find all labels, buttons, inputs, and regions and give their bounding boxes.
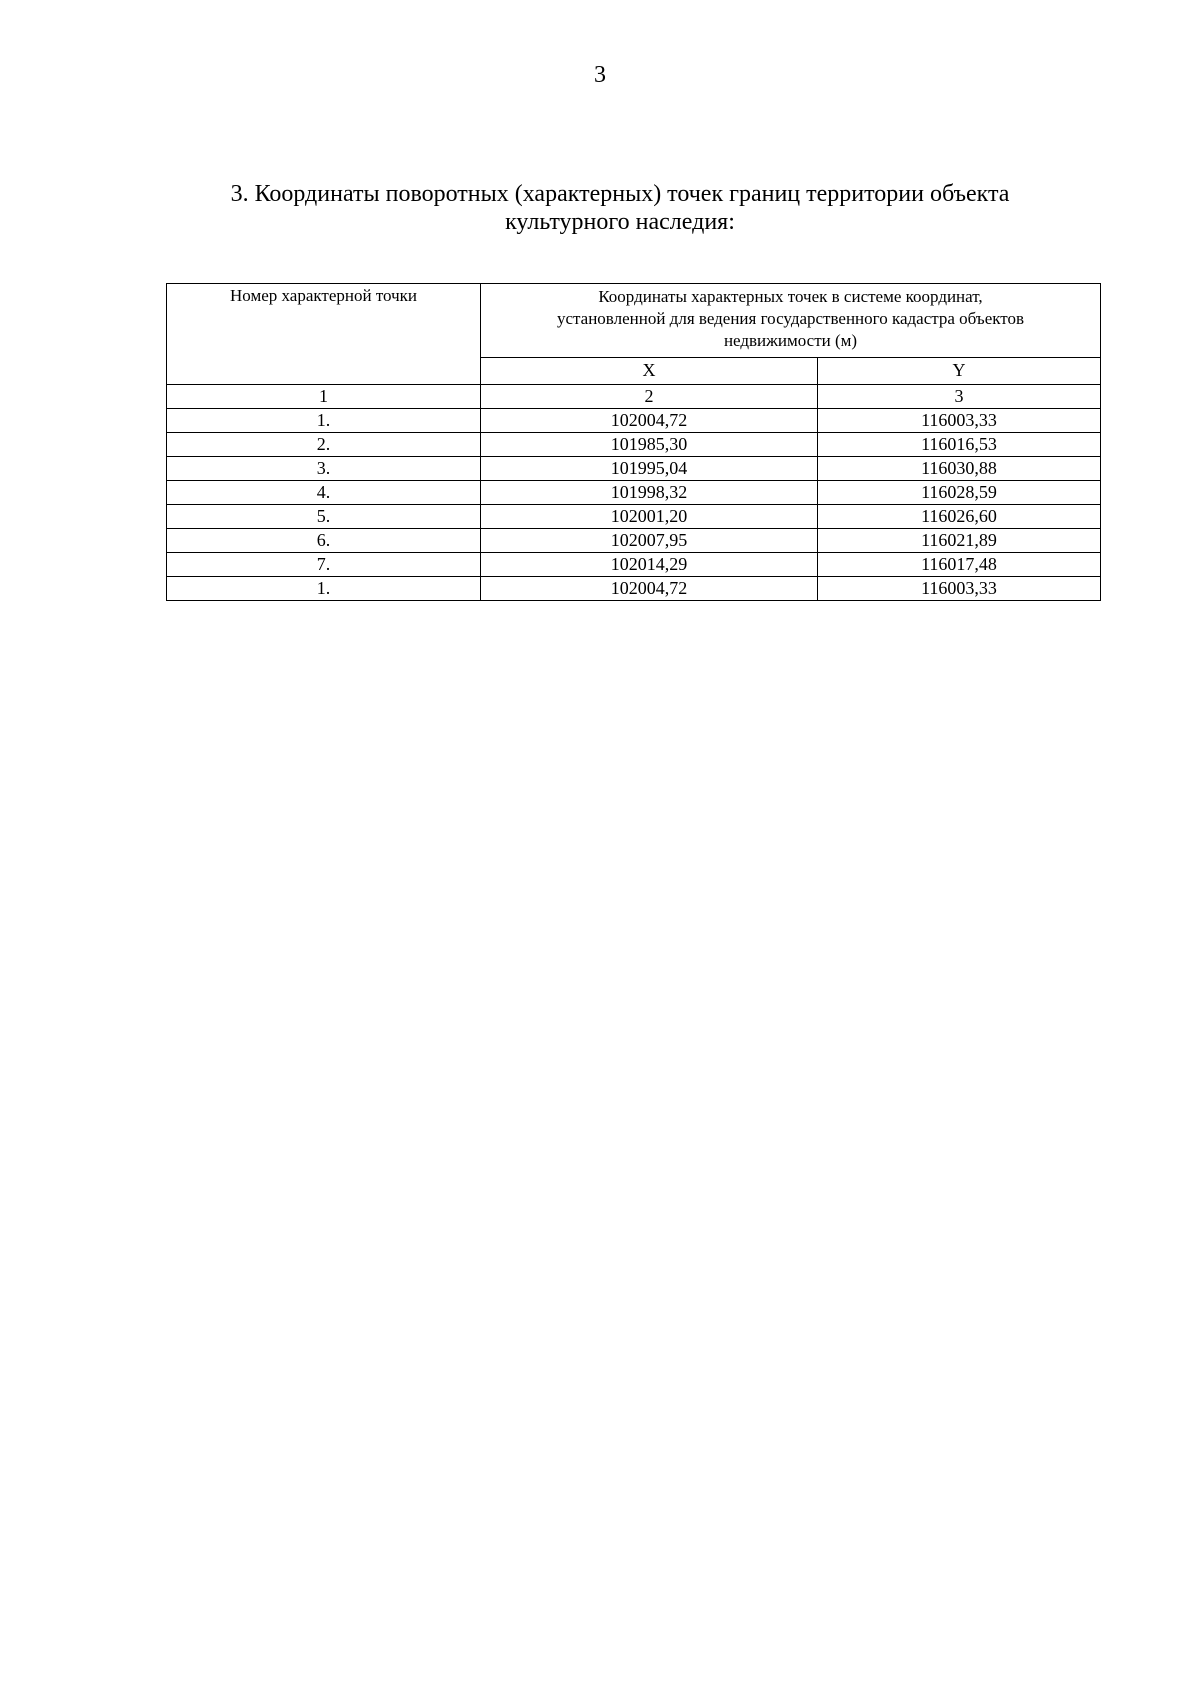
table-row: [167, 433, 1101, 457]
header-coordinates-line-1: Координаты характерных точек в системе координат,: [598, 287, 983, 306]
point-number-cell: 4.: [167, 481, 481, 505]
table-row: [167, 409, 1101, 433]
table-row: [167, 553, 1101, 577]
coordinates-table: [166, 283, 1101, 601]
header-coordinates-line-3: недвижимости (м): [723, 331, 858, 350]
x-coordinate-cell: 102001,20: [481, 505, 818, 529]
y-coordinate-cell: 116017,48: [818, 553, 1101, 577]
table-row: [167, 505, 1101, 529]
column-number: 2: [481, 385, 818, 409]
y-coordinate-cell: 116003,33: [818, 577, 1101, 601]
point-number-cell: 1.: [167, 409, 481, 433]
header-y: Y: [818, 358, 1101, 385]
section-title: [200, 180, 1040, 236]
y-coordinate-cell: 116016,53: [818, 433, 1101, 457]
point-number-cell: 5.: [167, 505, 481, 529]
y-coordinate-cell: 116030,88: [818, 457, 1101, 481]
point-number-cell: 3.: [167, 457, 481, 481]
x-coordinate-cell: 102004,72: [481, 409, 818, 433]
section-title-line-1: 3. Координаты поворотных (характерных) точек границ территории объекта: [230, 181, 1010, 207]
table-header-row: [167, 284, 1101, 358]
y-coordinate-cell: 116026,60: [818, 505, 1101, 529]
header-x: X: [481, 358, 818, 385]
y-coordinate-cell: 116028,59: [818, 481, 1101, 505]
point-number-cell: 1.: [167, 577, 481, 601]
header-coordinates: [481, 284, 1101, 358]
point-number-cell: 2.: [167, 433, 481, 457]
header-point-number: Номер характерной точки: [167, 284, 481, 385]
column-number: 3: [818, 385, 1101, 409]
y-coordinate-cell: 116021,89: [818, 529, 1101, 553]
column-number-row: [167, 385, 1101, 409]
table-row: [167, 577, 1101, 601]
x-coordinate-cell: 102007,95: [481, 529, 818, 553]
y-coordinate-cell: 116003,33: [818, 409, 1101, 433]
x-coordinate-cell: 102004,72: [481, 577, 818, 601]
table-row: [167, 481, 1101, 505]
table-row: [167, 529, 1101, 553]
table-row: [167, 457, 1101, 481]
section-title-line-2: культурного наследия:: [505, 209, 735, 235]
x-coordinate-cell: 101985,30: [481, 433, 818, 457]
point-number-cell: 7.: [167, 553, 481, 577]
x-coordinate-cell: 101995,04: [481, 457, 818, 481]
x-coordinate-cell: 101998,32: [481, 481, 818, 505]
column-number: 1: [167, 385, 481, 409]
x-coordinate-cell: 102014,29: [481, 553, 818, 577]
header-coordinates-line-2: установленной для ведения государственного кадастра объектов: [556, 309, 1025, 328]
point-number-cell: 6.: [167, 529, 481, 553]
page-number: 3: [594, 62, 606, 88]
